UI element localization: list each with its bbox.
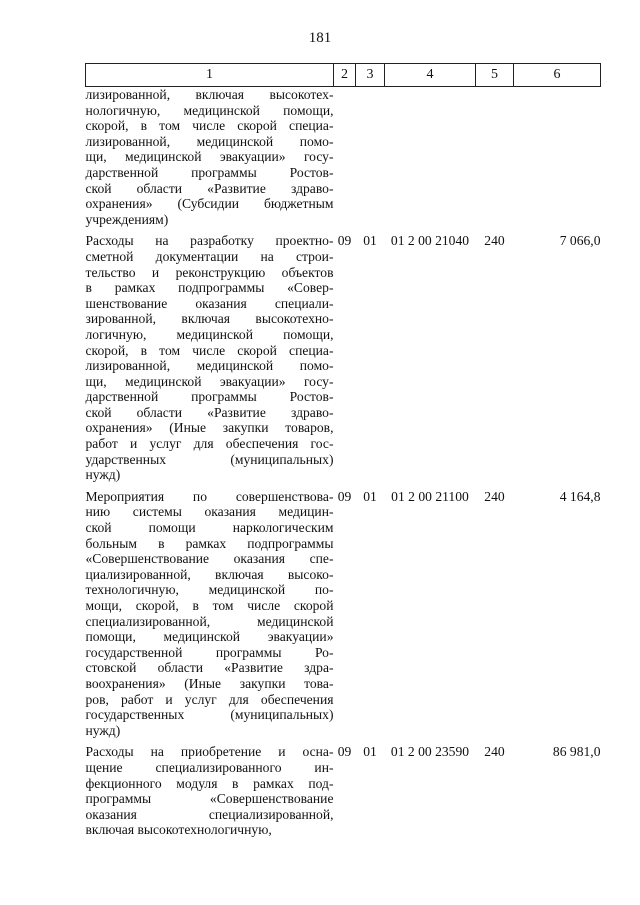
subsection-code: 01: [363, 233, 377, 249]
description-line: нужд): [85, 722, 121, 738]
description-line: учреждениям): [85, 211, 169, 227]
description-line: щи, медицинской эвакуации» госу-: [85, 373, 334, 389]
table-row: [86, 87, 601, 234]
section-code: [334, 87, 356, 234]
description-line: ской области «Развитие здраво-: [85, 404, 334, 420]
subsection-code: 01: [363, 744, 377, 760]
expense-type-code: 240: [484, 744, 505, 760]
description-line: щение специализированного ин-: [85, 759, 334, 775]
description-line: ской области «Развитие здраво-: [85, 180, 334, 196]
header-col-2: 2: [334, 64, 356, 87]
amount-value: [514, 87, 601, 234]
description-line: сметной документации на строи-: [85, 248, 334, 264]
description-line: технологичную, медицинской по-: [85, 582, 334, 598]
description-line: логичную, медицинской помощи,: [85, 326, 334, 342]
description-line: ской помощи наркологическим: [85, 520, 334, 536]
subsection-code: 01: [363, 488, 377, 504]
description-line: нологичную, медицинской помощи,: [85, 102, 334, 118]
amount-value: 86 981,0: [552, 744, 601, 760]
description-line: лизированной, медицинской помо-: [85, 133, 334, 149]
description-line: программы «Совершенствование: [85, 791, 334, 807]
description-line: государственных (муниципальных): [85, 707, 334, 723]
description-line: лизированной, медицинской помо-: [85, 358, 334, 374]
description-line: воохранения» (Иные закупки това-: [85, 675, 334, 691]
expense-description: [86, 489, 334, 745]
table-row: [86, 489, 601, 745]
description-line: дарственной программы Ростов-: [85, 164, 334, 180]
description-line: государственной программы Ро-: [85, 644, 334, 660]
expense-type-code: 240: [484, 233, 505, 249]
description-line: нужд): [85, 467, 121, 483]
table-body: [86, 87, 601, 844]
description-line: мощи, скорой, в том числе скорой: [85, 598, 334, 613]
amount-value: 4 164,8: [559, 488, 601, 504]
expense-type-code: 240: [484, 488, 505, 504]
description-line: ударственных (муниципальных): [85, 451, 334, 467]
description-line: нию системы оказания медицин-: [85, 504, 334, 520]
page-number: 181: [308, 30, 332, 46]
header-col-1: 1: [86, 64, 334, 87]
budget-table: [85, 63, 601, 844]
expense-type-code: [476, 87, 514, 234]
amount-value: 7 066,0: [559, 233, 601, 249]
description-line: шенствование оказания специали-: [85, 295, 334, 311]
description-line: специализированной, медицинской: [85, 613, 334, 629]
table-row: [86, 744, 601, 844]
target-article-code: 01 2 00 23590: [390, 744, 470, 760]
subsection-code: [356, 87, 385, 234]
target-article-code: [385, 87, 476, 234]
target-article-code: 01 2 00 21040: [390, 233, 470, 249]
target-article-code: 01 2 00 21100: [391, 488, 469, 504]
section-code: 09: [337, 488, 352, 504]
description-line: Расходы на приобретение и осна-: [85, 744, 334, 760]
description-line: охранения» (Иные закупки товаров,: [85, 420, 334, 436]
description-line: тельство и реконструкцию объектов: [85, 264, 334, 280]
description-line: включая высокотехнологичную,: [85, 822, 272, 838]
description-line: скорой, в том числе скорой специа-: [85, 118, 334, 134]
description-line: дарственной программы Ростов-: [85, 389, 334, 405]
description-line: охранения» (Субсидии бюджетным: [85, 196, 334, 212]
description-line: щи, медицинской эвакуации» госу-: [85, 149, 334, 165]
description-line: оказания специализированной,: [85, 806, 334, 822]
description-line: работ и услуг для обеспечения гос-: [85, 436, 334, 452]
description-line: Расходы на разработку проектно-: [85, 233, 334, 249]
description-line: стовской области «Развитие здра-: [85, 660, 334, 676]
description-line: зированной, включая высокотехно-: [85, 311, 334, 327]
header-col-5: 5: [476, 64, 514, 87]
description-line: помощи, медицинской эвакуации»: [85, 629, 334, 645]
expense-description: [86, 87, 334, 234]
header-col-3: 3: [356, 64, 385, 87]
expense-description: [86, 233, 334, 489]
description-line: циализированной, включая высоко-: [85, 566, 334, 582]
description-line: Мероприятия по совершенствова-: [85, 488, 334, 504]
description-line: лизированной, включая высокотех-: [85, 87, 334, 102]
section-code: 09: [337, 233, 352, 249]
description-line: в рамках подпрограммы «Совер-: [85, 280, 334, 296]
expense-description: [86, 744, 334, 844]
description-line: больным в рамках подпрограммы: [85, 535, 334, 551]
description-line: «Совершенствование оказания спе-: [85, 551, 334, 567]
description-line: скорой, в том числе скорой специа-: [85, 342, 334, 358]
section-code: 09: [337, 744, 352, 760]
table-header-row: [86, 64, 601, 87]
description-line: фекционного модуля в рамках под-: [85, 775, 334, 791]
header-col-4: 4: [385, 64, 476, 87]
description-line: ров, работ и услуг для обеспечения: [85, 691, 334, 707]
table-row: [86, 233, 601, 489]
header-col-6: 6: [514, 64, 601, 87]
